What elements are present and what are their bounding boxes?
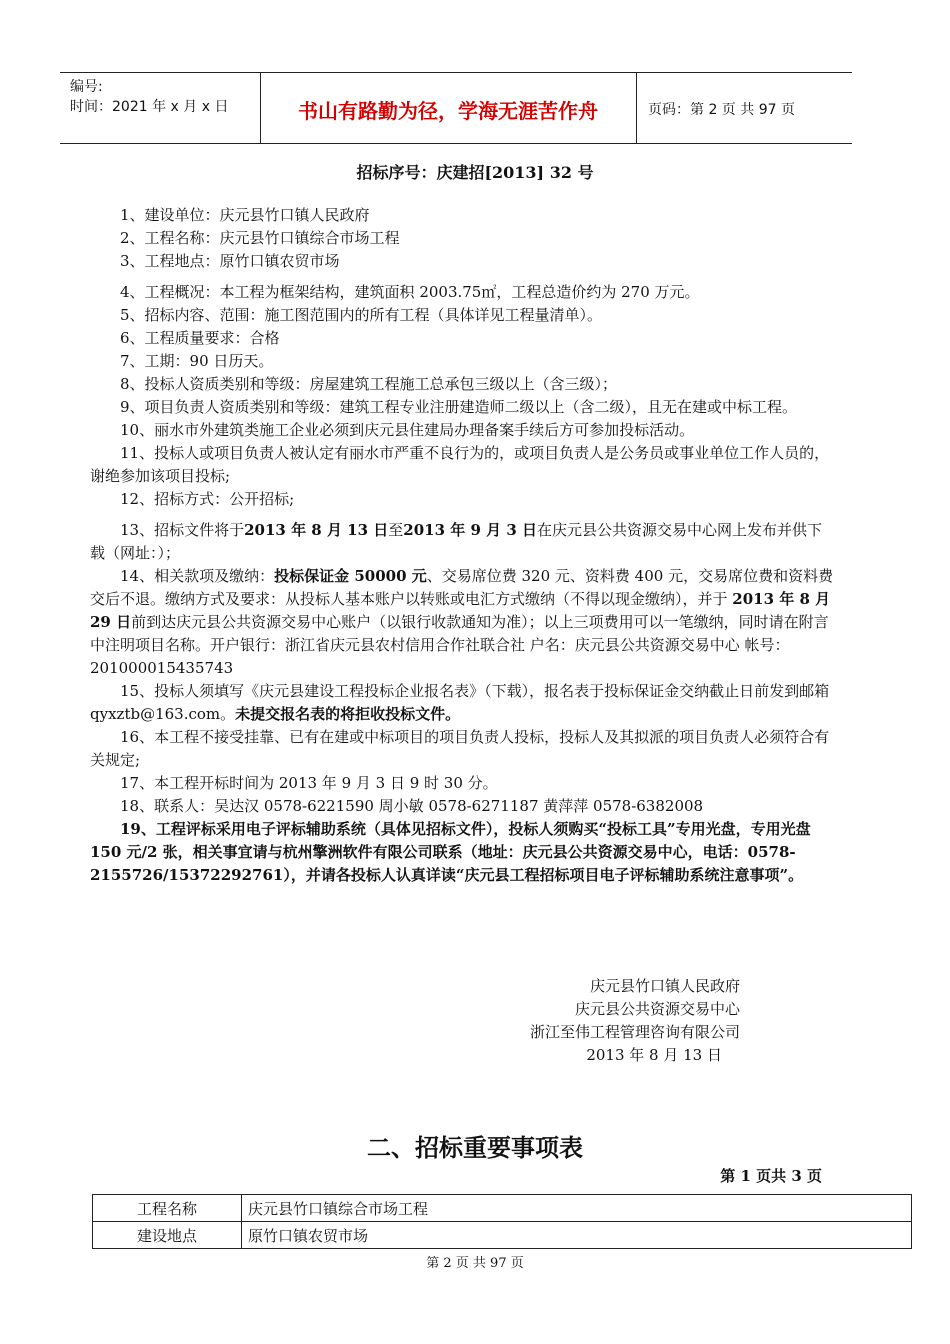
table-value: 原竹口镇农贸市场 — [242, 1222, 912, 1249]
header-divider — [636, 73, 637, 143]
table-row — [93, 1195, 912, 1222]
signature-block — [530, 975, 740, 1067]
tender-item: 17、本工程开标时间为 2013 年 9 月 3 日 9 时 30 分。 — [120, 774, 498, 792]
table-page-indicator: 第 1 页共 3 页 — [720, 1167, 822, 1185]
item-bold-text: 2013 年 8 月 13 日 — [244, 521, 389, 539]
header-meta — [70, 77, 228, 117]
key-items-table — [92, 1194, 912, 1249]
item-bold-text: 未提交报名表的将拒收投标文件。 — [235, 705, 461, 723]
item-text: 15、投标人须填写《庆元县建设工程投标企业报名表》（下载），报名表于投标保证金交纳截止日前发到邮箱 qyxztb@163.com。 — [90, 682, 830, 723]
signature-org: 庆元县竹口镇人民政府 — [589, 977, 740, 995]
tender-item — [90, 519, 835, 565]
table-key: 建设地点 — [93, 1222, 242, 1249]
signature-org: 庆元县公共资源交易中心 — [574, 1000, 740, 1018]
table-key: 工程名称 — [93, 1195, 242, 1222]
item-bold-text: 2013 年 9 月 3 日 — [403, 521, 538, 539]
page-footer: 第 2 页 共 97 页 — [426, 1256, 524, 1271]
tender-item: 7、工期：90 日历天。 — [120, 352, 274, 370]
item-text: 至 — [388, 521, 404, 539]
tender-item: 3、工程地点：原竹口镇农贸市场 — [120, 252, 340, 270]
item-bold-text: 2013 年 8 月 29 日 — [90, 590, 831, 631]
tender-item: 5、招标内容、范围：施工图范围内的所有工程（具体详见工程量清单）。 — [120, 306, 603, 324]
item-bold-text: 19、工程评标采用电子评标辅助系统（具体见招标文件），投标人须购买“投标工具”专用光盘，专用光盘 150 元/2 张，相关事宜请与杭州擎洲软件有限公司联系（地址：庆元县公共资源交易中心，电话：0578-2155726/15372292761），并请各投标人认真详读“庆元县工程招标项目电子评标辅助系统注意事项”。 — [90, 820, 811, 884]
signature-date: 2013 年 8 月 13 日 — [586, 1046, 722, 1064]
tender-item — [90, 565, 835, 680]
table-row — [93, 1222, 912, 1249]
item-text: 前到达庆元县公共资源交易中心账户（以银行收款通知为准）；以上三项费用可以一笔缴纳，同时请在附言中注明项目名称。开户银行：浙江省庆元县农村信用合作社联合社 户名：庆元县公共资源交易中心 帐号：201000015435743 — [90, 613, 829, 677]
tender-item: 10、丽水市外建筑类施工企业必须到庆元县住建局办理备案手续后方可参加投标活动。 — [120, 421, 695, 439]
section-title: 二、招标重要事项表 — [367, 1133, 583, 1162]
signature-org: 浙江至伟工程管理咨询有限公司 — [529, 1023, 740, 1041]
tender-item: 6、工程质量要求：合格 — [120, 329, 280, 347]
tender-item — [90, 680, 835, 726]
header-motto: 书山有路勤为径，学海无涯苦作舟 — [298, 99, 598, 123]
table-value: 庆元县竹口镇综合市场工程 — [242, 1195, 912, 1222]
tender-item: 1、建设单位：庆元县竹口镇人民政府 — [120, 206, 370, 224]
item-bold-text: 投标保证金 50000 元 — [274, 567, 427, 585]
tender-items — [90, 204, 835, 887]
page-header — [60, 72, 852, 144]
tender-item: 4、工程概况：本工程为框架结构，建筑面积 2003.75㎡，工程总造价约为 270 万元。 — [120, 283, 700, 301]
code-label: 编号: — [70, 79, 103, 95]
tender-item: 18、联系人：吴达汉 0578-6221590 周小敏 0578-6271187 黄萍萍 0578-6382008 — [120, 797, 704, 815]
tender-reference: 招标序号：庆建招[2013] 32 号 — [356, 163, 594, 182]
time-label: 时间：2021 年 x 月 x 日 — [70, 99, 229, 115]
tender-item — [90, 818, 835, 887]
tender-item: 9、项目负责人资质类别和等级：建筑工程专业注册建造师二级以上（含二级），且无在建或中标工程。 — [120, 398, 798, 416]
item-text: 在庆元县公共资源交易中心网上发布并供下载（网址：）； — [90, 521, 823, 562]
header-page-info: 页码：第 2 页 共 97 页 — [648, 102, 795, 118]
tender-item: 8、投标人资质类别和等级：房屋建筑工程施工总承包三级以上（含三级）； — [120, 375, 618, 393]
item-text: 13、招标文件将于 — [120, 521, 245, 539]
item-text: 14、相关款项及缴纳： — [120, 567, 275, 585]
tender-item: 12、招标方式：公开招标; — [120, 490, 295, 508]
tender-item: 11、投标人或项目负责人被认定有丽水市严重不良行为的，或项目负责人是公务员或事业单位工作人员的，谢绝参加该项目投标; — [90, 444, 830, 485]
tender-item: 16、本工程不接受挂靠、已有在建或中标项目的项目负责人投标，投标人及其拟派的项目负责人必须符合有关规定; — [90, 728, 830, 769]
tender-item: 2、工程名称：庆元县竹口镇综合市场工程 — [120, 229, 400, 247]
item-text: 、交易席位费 320 元、资料费 400 元，交易席位费和资料费交后不退。缴纳方式及要求：从投标人基本账户以转账或电汇方式缴纳（不得以现金缴纳），并于 — [90, 567, 834, 608]
